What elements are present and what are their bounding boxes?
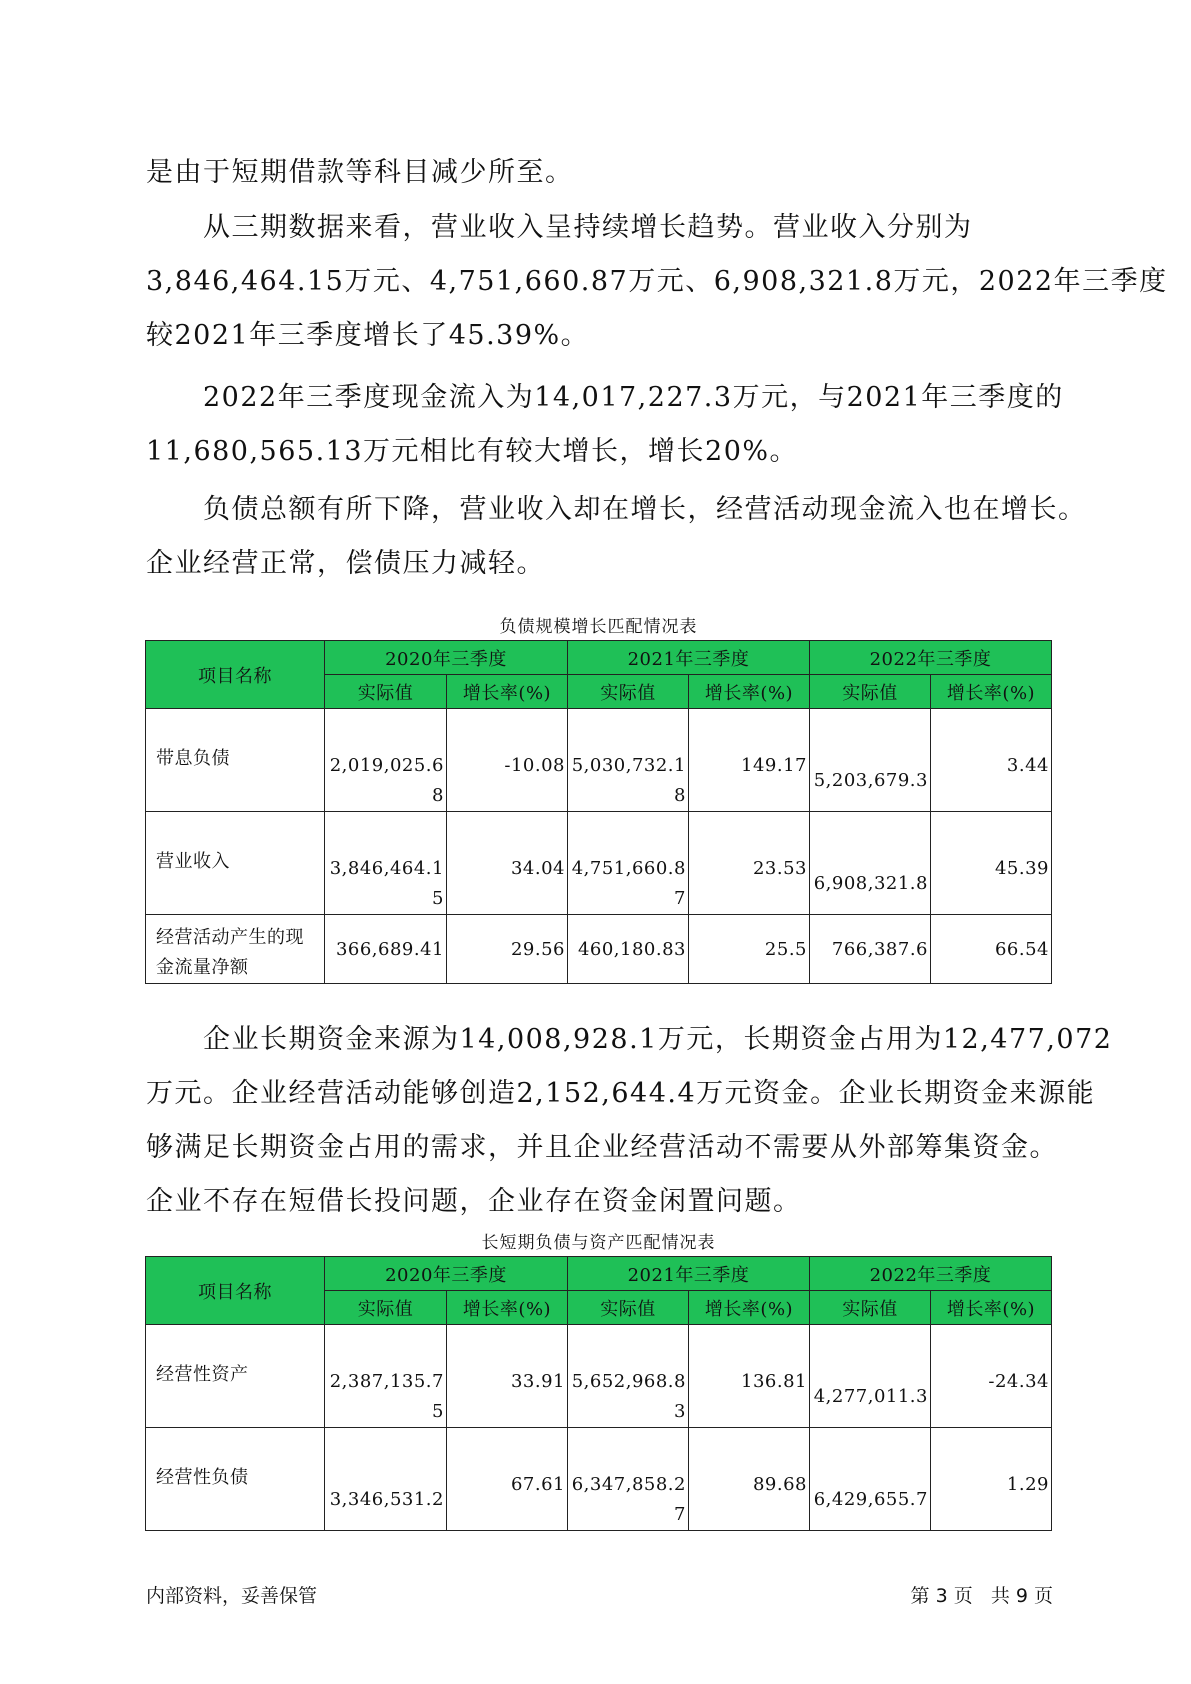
row-label: 经营活动产生的现金流量净额 <box>146 915 325 984</box>
cell-actual: 3,346,531.2 <box>325 1428 447 1531</box>
cell-actual: 4,751,660.87 <box>568 812 689 915</box>
cell-actual: 366,689.41 <box>325 915 447 984</box>
page-number: 第 3 页 共 9 页 <box>910 1585 1053 1607</box>
row-label: 营业收入 <box>146 812 325 915</box>
cell-growth: 45.39 <box>931 812 1052 915</box>
paragraph-5 <box>146 1013 1113 1229</box>
footer-confidential-note: 内部资料，妥善保管 <box>146 1585 318 1607</box>
header-actual: 实际值 <box>568 1291 689 1325</box>
paragraph-3 <box>146 371 1064 479</box>
text-line: 3,846,464.15万元、4,751,660.87万元、6,908,321.8万元，2022年三季度 <box>146 266 1168 297</box>
cell-actual: 3,846,464.15 <box>325 812 447 915</box>
header-period: 2021年三季度 <box>568 641 810 675</box>
text-line: 2022年三季度现金流入为14,017,227.3万元，与2021年三季度的 <box>146 382 1064 413</box>
header-growth: 增长率(%) <box>931 675 1052 709</box>
header-growth: 增长率(%) <box>931 1291 1052 1325</box>
header-actual: 实际值 <box>325 1291 447 1325</box>
header-item-name: 项目名称 <box>146 641 325 709</box>
cell-actual: 6,429,655.7 <box>810 1428 931 1531</box>
cell-actual: 2,019,025.68 <box>325 709 447 812</box>
table-row <box>146 709 1052 812</box>
cell-actual: 5,203,679.3 <box>810 709 931 812</box>
table-row <box>146 915 1052 984</box>
cell-growth: 33.91 <box>447 1325 568 1428</box>
header-period: 2022年三季度 <box>810 641 1052 675</box>
text-line: 11,680,565.13万元相比有较大增长，增长20%。 <box>146 436 799 467</box>
row-label: 带息负债 <box>146 709 325 812</box>
table-row <box>146 812 1052 915</box>
cell-actual: 460,180.83 <box>568 915 689 984</box>
cell-growth: 66.54 <box>931 915 1052 984</box>
cell-growth: -24.34 <box>931 1325 1052 1428</box>
text-line: 够满足长期资金占用的需求，并且企业经营活动不需要从外部筹集资金。 <box>146 1132 1058 1163</box>
header-growth: 增长率(%) <box>447 675 568 709</box>
table2-caption: 长短期负债与资产匹配情况表 <box>481 1233 716 1253</box>
cell-growth: 89.68 <box>689 1428 810 1531</box>
cell-actual: 5,030,732.18 <box>568 709 689 812</box>
text-line: 企业不存在短借长投问题，企业存在资金闲置问题。 <box>146 1186 802 1217</box>
cell-growth: 67.61 <box>447 1428 568 1531</box>
cell-growth: 136.81 <box>689 1325 810 1428</box>
text-line: 万元。企业经营活动能够创造2,152,644.4万元资金。企业长期资金来源能 <box>146 1078 1096 1109</box>
header-period: 2020年三季度 <box>325 641 568 675</box>
text-line: 是由于短期借款等科目减少所至。 <box>146 157 574 188</box>
cell-growth: 149.17 <box>689 709 810 812</box>
header-actual: 实际值 <box>568 675 689 709</box>
header-actual: 实际值 <box>810 1291 931 1325</box>
header-actual: 实际值 <box>325 675 447 709</box>
row-label: 经营性负债 <box>146 1428 325 1531</box>
row-label: 经营性资产 <box>146 1325 325 1428</box>
paragraph-2 <box>146 201 1168 363</box>
cell-actual: 2,387,135.75 <box>325 1325 447 1428</box>
liability-growth-table <box>145 640 1052 984</box>
cell-actual: 5,652,968.83 <box>568 1325 689 1428</box>
paragraph-4 <box>146 483 1087 591</box>
text-line: 企业经营正常，偿债压力减轻。 <box>146 548 545 579</box>
cell-actual: 6,347,858.27 <box>568 1428 689 1531</box>
cell-growth: 1.29 <box>931 1428 1052 1531</box>
cell-growth: 23.53 <box>689 812 810 915</box>
text-line: 企业长期资金来源为14,008,928.1万元，长期资金占用为12,477,072 <box>146 1024 1113 1055</box>
header-actual: 实际值 <box>810 675 931 709</box>
table-row <box>146 1428 1052 1531</box>
header-growth: 增长率(%) <box>447 1291 568 1325</box>
cell-actual: 4,277,011.3 <box>810 1325 931 1428</box>
cell-growth: 3.44 <box>931 709 1052 812</box>
cell-actual: 6,908,321.8 <box>810 812 931 915</box>
header-period: 2022年三季度 <box>810 1257 1052 1291</box>
header-item-name: 项目名称 <box>146 1257 325 1325</box>
cell-growth: 29.56 <box>447 915 568 984</box>
table1-caption: 负债规模增长匹配情况表 <box>499 617 698 637</box>
table-row <box>146 1325 1052 1428</box>
header-period: 2021年三季度 <box>568 1257 810 1291</box>
liability-asset-match-table <box>145 1256 1052 1531</box>
header-growth: 增长率(%) <box>689 675 810 709</box>
cell-growth: 25.5 <box>689 915 810 984</box>
cell-growth: -10.08 <box>447 709 568 812</box>
header-growth: 增长率(%) <box>689 1291 810 1325</box>
paragraph-1 <box>146 146 1056 200</box>
text-line: 较2021年三季度增长了45.39%。 <box>146 320 590 351</box>
text-line: 从三期数据来看，营业收入呈持续增长趋势。营业收入分别为 <box>146 212 973 243</box>
cell-actual: 766,387.6 <box>810 915 931 984</box>
header-period: 2020年三季度 <box>325 1257 568 1291</box>
text-line: 负债总额有所下降，营业收入却在增长，经营活动现金流入也在增长。 <box>146 494 1087 525</box>
cell-growth: 34.04 <box>447 812 568 915</box>
